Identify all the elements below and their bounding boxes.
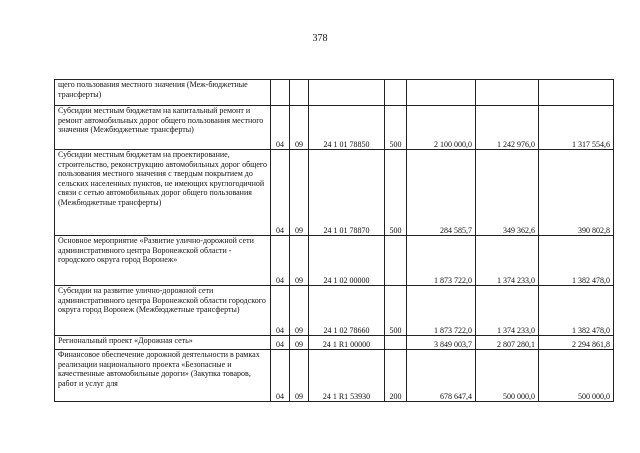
row-sum-3: 390 802,8 [539,150,614,236]
row-rz: 04 [271,106,290,150]
row-description: Региональный проект «Дорожная сеть» [55,336,271,350]
row-sum-3: 1 382 478,0 [539,286,614,336]
row-sum-1: 3 849 003,7 [407,336,476,350]
table-row [55,80,614,106]
row-description: Субсидии местным бюджетам на капитальный ремонт и ремонт автомобильных дорог общего пользования местного значения (Межбюджетные трансферты) [55,106,271,150]
row-pr: 09 [290,236,309,286]
row-description: Субсидии на развитие улично-дорожной сети административного центра Воронежской области городского округа город Воронеж (Межбюджетные трансферты) [55,286,271,336]
row-sum-3: 2 294 861,8 [539,336,614,350]
row-sum-3: 1 382 478,0 [539,236,614,286]
row-vr [385,336,407,350]
row-description: щего пользования местного значения (Меж-бюджетные трансферты) [55,80,271,106]
row-csr: 24 1 02 00000 [309,236,385,286]
row-sum-2: 1 242 976,0 [476,106,539,150]
row-sum-2: 349 362,6 [476,150,539,236]
row-rz: 04 [271,286,290,336]
row-sum-2: 1 374 233,0 [476,236,539,286]
row-sum-1: 1 873 722,0 [407,286,476,336]
row-pr [290,80,309,106]
row-vr [385,80,407,106]
row-pr: 09 [290,106,309,150]
row-csr: 24 1 R1 00000 [309,336,385,350]
row-sum-2: 500 000,0 [476,350,539,402]
row-pr: 09 [290,286,309,336]
row-csr: 24 1 02 78660 [309,286,385,336]
row-sum-3 [539,80,614,106]
row-pr: 09 [290,150,309,236]
row-vr: 500 [385,150,407,236]
row-vr: 500 [385,286,407,336]
row-sum-3: 1 317 554,6 [539,106,614,150]
row-csr: 24 1 R1 53930 [309,350,385,402]
row-pr: 09 [290,336,309,350]
row-rz: 04 [271,150,290,236]
row-rz: 04 [271,336,290,350]
row-description: Основное мероприятие «Развитие улично-дорожной сети административного центра Воронежской области - городского округа город Воронеж» [55,236,271,286]
row-sum-1: 1 873 722,0 [407,236,476,286]
row-rz [271,80,290,106]
table-row [55,286,614,336]
table-row [55,350,614,402]
row-vr: 200 [385,350,407,402]
row-pr: 09 [290,350,309,402]
page-number: 378 [312,33,328,44]
row-csr: 24 1 01 78850 [309,106,385,150]
table-row [55,150,614,236]
row-sum-1: 2 100 000,0 [407,106,476,150]
row-sum-2 [476,80,539,106]
row-description: Финансовое обеспечение дорожной деятельности в рамках реализации национального проекта «Безопасные и качественные автомобильные дороги» (Закупка товаров, работ и услуг для [55,350,271,402]
table-row [55,336,614,350]
row-sum-3: 500 000,0 [539,350,614,402]
row-sum-2: 1 374 233,0 [476,286,539,336]
row-sum-2: 2 807 280,1 [476,336,539,350]
row-rz: 04 [271,350,290,402]
row-rz: 04 [271,236,290,286]
table-row [55,236,614,286]
budget-table [54,79,614,402]
row-sum-1 [407,80,476,106]
row-vr: 500 [385,106,407,150]
table-row [55,106,614,150]
row-description: Субсидии местным бюджетам на проектирование, строительство, реконструкцию автомобильных дорог общего пользования местного значения с твердым покрытием до сельских населенных пунктов, не имеющих круглогодичной связи с сетью автомобильных дорог общего пользования (Межбюджетные трансферты) [55,150,271,236]
row-sum-1: 284 585,7 [407,150,476,236]
row-csr [309,80,385,106]
row-sum-1: 678 647,4 [407,350,476,402]
row-vr [385,236,407,286]
row-csr: 24 1 01 78870 [309,150,385,236]
